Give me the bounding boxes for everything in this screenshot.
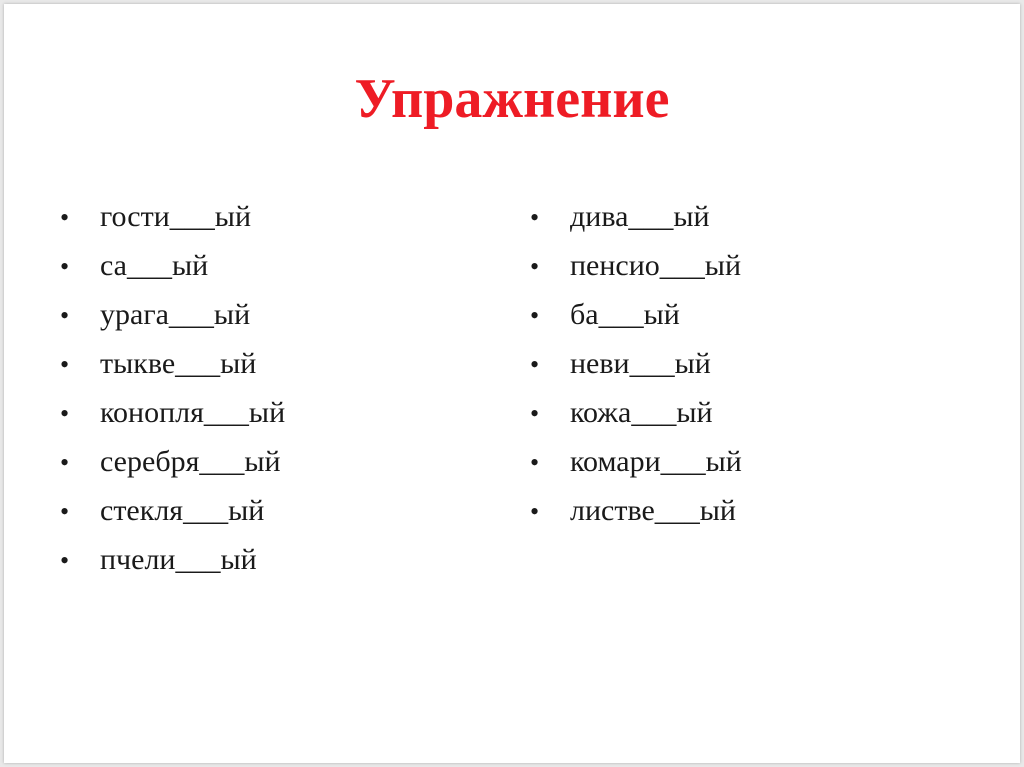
exercise-word: тыкве___ый xyxy=(100,347,257,380)
exercise-word: кожа___ый xyxy=(570,396,713,429)
bullet-icon: • xyxy=(60,399,70,428)
word-list-right xyxy=(530,192,742,535)
list-item xyxy=(60,339,285,388)
exercise-word: листве___ый xyxy=(570,494,736,527)
list-item xyxy=(530,192,742,241)
exercise-word: пенсио___ый xyxy=(570,249,742,282)
bullet-icon: • xyxy=(60,301,70,330)
list-item xyxy=(60,486,285,535)
list-item xyxy=(530,437,742,486)
bullet-icon: • xyxy=(530,301,540,330)
exercise-word: ба___ый xyxy=(570,298,680,331)
list-item xyxy=(60,437,285,486)
word-list-left xyxy=(60,192,285,584)
exercise-word: дива___ый xyxy=(570,200,710,233)
bullet-icon: • xyxy=(60,350,70,379)
exercise-word: комари___ый xyxy=(570,445,742,478)
exercise-word: пчели___ый xyxy=(100,543,257,576)
bullet-icon: • xyxy=(60,497,70,526)
exercise-word: серебря___ый xyxy=(100,445,281,478)
list-item xyxy=(60,535,285,584)
list-item xyxy=(60,241,285,290)
bullet-icon: • xyxy=(530,203,540,232)
slide xyxy=(4,4,1020,763)
bullet-icon: • xyxy=(530,399,540,428)
exercise-word: урага___ый xyxy=(100,298,251,331)
list-item xyxy=(530,290,742,339)
slide-title: Упражнение xyxy=(354,68,670,130)
exercise-word: гости___ый xyxy=(100,200,251,233)
list-item xyxy=(60,388,285,437)
bullet-icon: • xyxy=(60,448,70,477)
bullet-icon: • xyxy=(530,448,540,477)
list-item xyxy=(530,486,742,535)
list-item xyxy=(530,241,742,290)
list-item xyxy=(530,339,742,388)
bullet-icon: • xyxy=(530,497,540,526)
exercise-word: стекля___ый xyxy=(100,494,265,527)
bullet-icon: • xyxy=(530,350,540,379)
bullet-icon: • xyxy=(530,252,540,281)
bullet-icon: • xyxy=(60,252,70,281)
bullet-icon: • xyxy=(60,546,70,575)
exercise-word: конопля___ый xyxy=(100,396,286,429)
exercise-word: са___ый xyxy=(100,249,209,282)
bullet-icon: • xyxy=(60,203,70,232)
list-item xyxy=(60,192,285,241)
exercise-word: неви___ый xyxy=(570,347,711,380)
list-item xyxy=(530,388,742,437)
list-item xyxy=(60,290,285,339)
